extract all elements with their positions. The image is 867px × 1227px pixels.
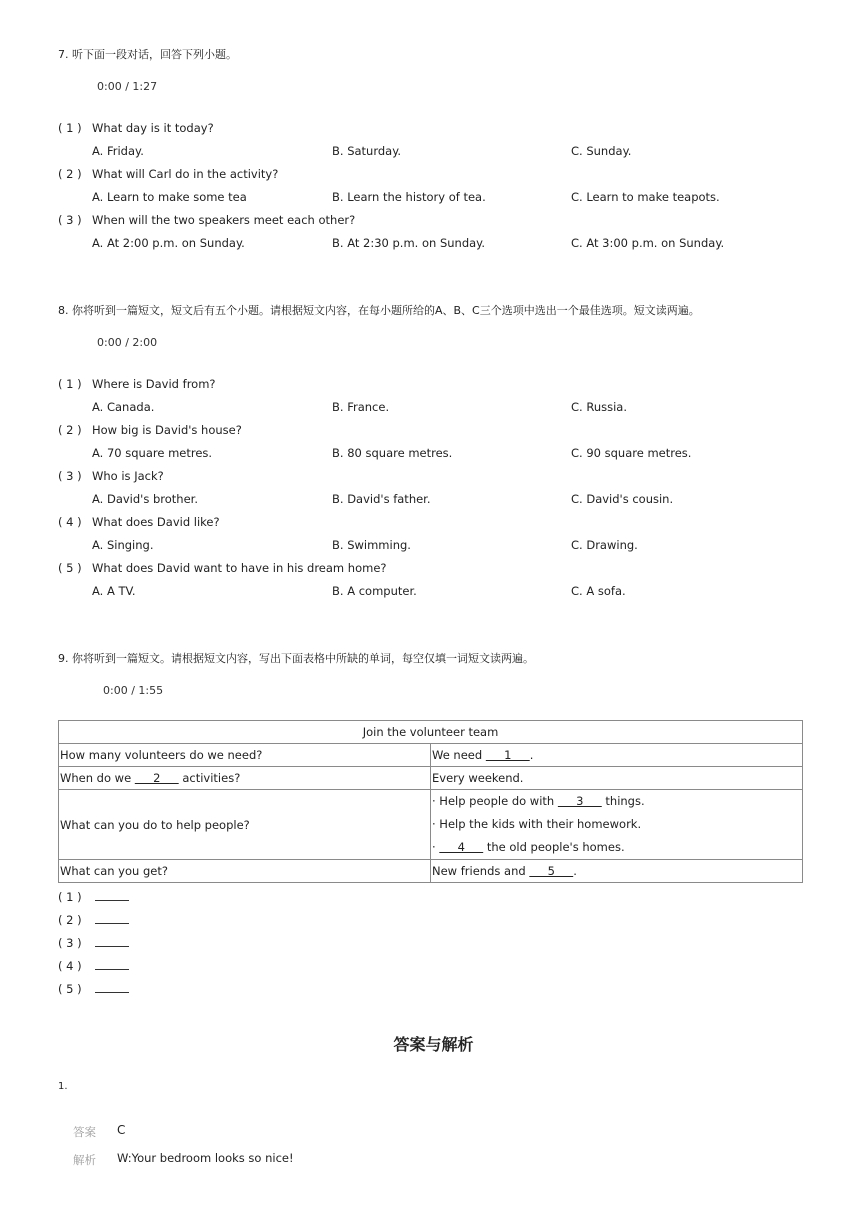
table-row [59, 744, 803, 767]
sub-number: ( 5 ) [58, 561, 82, 575]
sub-question: Who is Jack? [92, 469, 164, 483]
cell-text: When do we [60, 771, 135, 785]
table-cell: What can you do to help people? [59, 790, 431, 860]
option-b[interactable]: B. 80 square metres. [332, 446, 453, 460]
sub-number: ( 2 ) [58, 423, 82, 437]
option-b[interactable]: B. Swimming. [332, 538, 411, 552]
sub-number: ( 4 ) [58, 515, 82, 529]
cell-text: New friends and [432, 864, 530, 878]
sub-number: ( 1 ) [58, 377, 82, 391]
question-8-title: 8. 你将听到一篇短文，短文后有五个小题。请根据短文内容，在每小题所给的A、B、C三个选项中选出一个最佳选项。短文读两遍。 [58, 304, 700, 317]
q7-sub-3 [58, 213, 355, 227]
sub-question: What day is it today? [92, 121, 214, 135]
audio-player-time[interactable]: 0:00 / 2:00 [97, 336, 158, 349]
q8-sub-5 [58, 561, 387, 575]
cell-line [432, 836, 801, 859]
option-b[interactable]: B. France. [332, 400, 390, 414]
sub-question: What does David like? [92, 515, 220, 529]
option-c[interactable]: C. 90 square metres. [571, 446, 692, 460]
option-c[interactable]: C. Russia. [571, 400, 627, 414]
q8-sub-4 [58, 515, 220, 529]
answer-number: ( 1 ) [58, 890, 82, 904]
cell-text: · Help people do with [432, 794, 558, 808]
sub-question: What does David want to have in his dream home? [92, 561, 387, 575]
answer-row [58, 959, 129, 973]
sub-question: What will Carl do in the activity? [92, 167, 279, 181]
option-a[interactable]: A. 70 square metres. [92, 446, 213, 460]
option-b[interactable]: B. A computer. [332, 584, 417, 598]
audio-player-time[interactable]: 0:00 / 1:55 [103, 684, 164, 697]
cell-text: We need [432, 748, 486, 762]
option-a[interactable]: A. A TV. [92, 584, 136, 598]
blank-3: 3 [557, 794, 602, 808]
table-cell [59, 767, 431, 790]
option-c[interactable]: C. At 3:00 p.m. on Sunday. [571, 236, 725, 250]
table-cell: How many volunteers do we need? [59, 744, 431, 767]
question-7-title: 7. 听下面一段对话，回答下列小题。 [58, 48, 237, 61]
cell-text: things. [601, 794, 645, 808]
table-row [59, 767, 803, 790]
q7-sub-2 [58, 167, 278, 181]
option-b[interactable]: B. Saturday. [332, 144, 402, 158]
answer-input[interactable] [95, 915, 129, 924]
blank-4: 4 [439, 840, 484, 854]
analysis-value: W:Your bedroom looks so nice! [117, 1151, 294, 1165]
answer-number: ( 2 ) [58, 913, 82, 927]
option-b[interactable]: B. David's father. [332, 492, 431, 506]
option-c[interactable]: C. Learn to make teapots. [571, 190, 720, 204]
sub-number: ( 3 ) [58, 213, 82, 227]
cell-line: · Help the kids with their homework. [432, 817, 642, 831]
answer-input[interactable] [95, 892, 129, 901]
table-cell: Every weekend. [431, 767, 803, 790]
q8-sub-3 [58, 469, 164, 483]
option-b[interactable]: B. Learn the history of tea. [332, 190, 486, 204]
answer-input[interactable] [95, 938, 129, 947]
sub-number: ( 1 ) [58, 121, 82, 135]
cell-text: · [432, 840, 440, 854]
q8-sub-1 [58, 377, 216, 391]
option-a[interactable]: A. At 2:00 p.m. on Sunday. [92, 236, 245, 250]
cell-text: . [573, 864, 577, 878]
sub-question: Where is David from? [92, 377, 216, 391]
answers-section-title: 答案与解析 [393, 1035, 474, 1054]
table-row [59, 860, 803, 883]
sub-question: How big is David's house? [92, 423, 242, 437]
option-a[interactable]: A. Canada. [92, 400, 155, 414]
answer-value: C [117, 1123, 126, 1137]
answer-input[interactable] [95, 984, 129, 993]
table-cell [431, 790, 803, 860]
cell-line [432, 790, 801, 813]
option-a[interactable]: A. Friday. [92, 144, 144, 158]
answer-label: 答案 [73, 1125, 96, 1139]
q7-sub-1 [58, 121, 214, 135]
table-row [59, 790, 803, 860]
answer-row [58, 936, 129, 950]
answer-number: ( 4 ) [58, 959, 82, 973]
option-c[interactable]: C. Drawing. [571, 538, 638, 552]
q8-sub-2 [58, 423, 242, 437]
option-b[interactable]: B. At 2:30 p.m. on Sunday. [332, 236, 486, 250]
analysis-label: 解析 [73, 1153, 96, 1167]
option-c[interactable]: C. A sofa. [571, 584, 626, 598]
cell-text: . [529, 748, 534, 762]
answer-row [58, 890, 129, 904]
table-cell [431, 744, 803, 767]
table-cell: What can you get? [59, 860, 431, 883]
option-a[interactable]: A. David's brother. [92, 492, 198, 506]
answer-input[interactable] [95, 961, 129, 970]
sub-number: ( 2 ) [58, 167, 82, 181]
option-c[interactable]: C. Sunday. [571, 144, 632, 158]
option-a[interactable]: A. Singing. [92, 538, 154, 552]
option-a[interactable]: A. Learn to make some tea [92, 190, 247, 204]
answer-number: ( 5 ) [58, 982, 82, 996]
answer-number: ( 3 ) [58, 936, 82, 950]
sub-number: ( 3 ) [58, 469, 82, 483]
sub-question: When will the two speakers meet each other? [92, 213, 356, 227]
cell-text: the old people's homes. [483, 840, 625, 854]
blank-2: 2 [134, 771, 179, 785]
answer-row [58, 913, 129, 927]
answer-item-number: 1. [58, 1081, 68, 1092]
answer-row [58, 982, 129, 996]
volunteer-table [58, 720, 803, 883]
blank-5: 5 [529, 864, 574, 878]
audio-player-time[interactable]: 0:00 / 1:27 [97, 80, 158, 93]
table-cell [431, 860, 803, 883]
table-header: Join the volunteer team [59, 721, 803, 744]
cell-text: activities? [178, 771, 241, 785]
option-c[interactable]: C. David's cousin. [571, 492, 674, 506]
question-9-title: 9. 你将听到一篇短文。请根据短文内容，写出下面表格中所缺的单词，每空仅填一词短文读两遍。 [58, 652, 534, 665]
blank-1: 1 [485, 748, 530, 762]
